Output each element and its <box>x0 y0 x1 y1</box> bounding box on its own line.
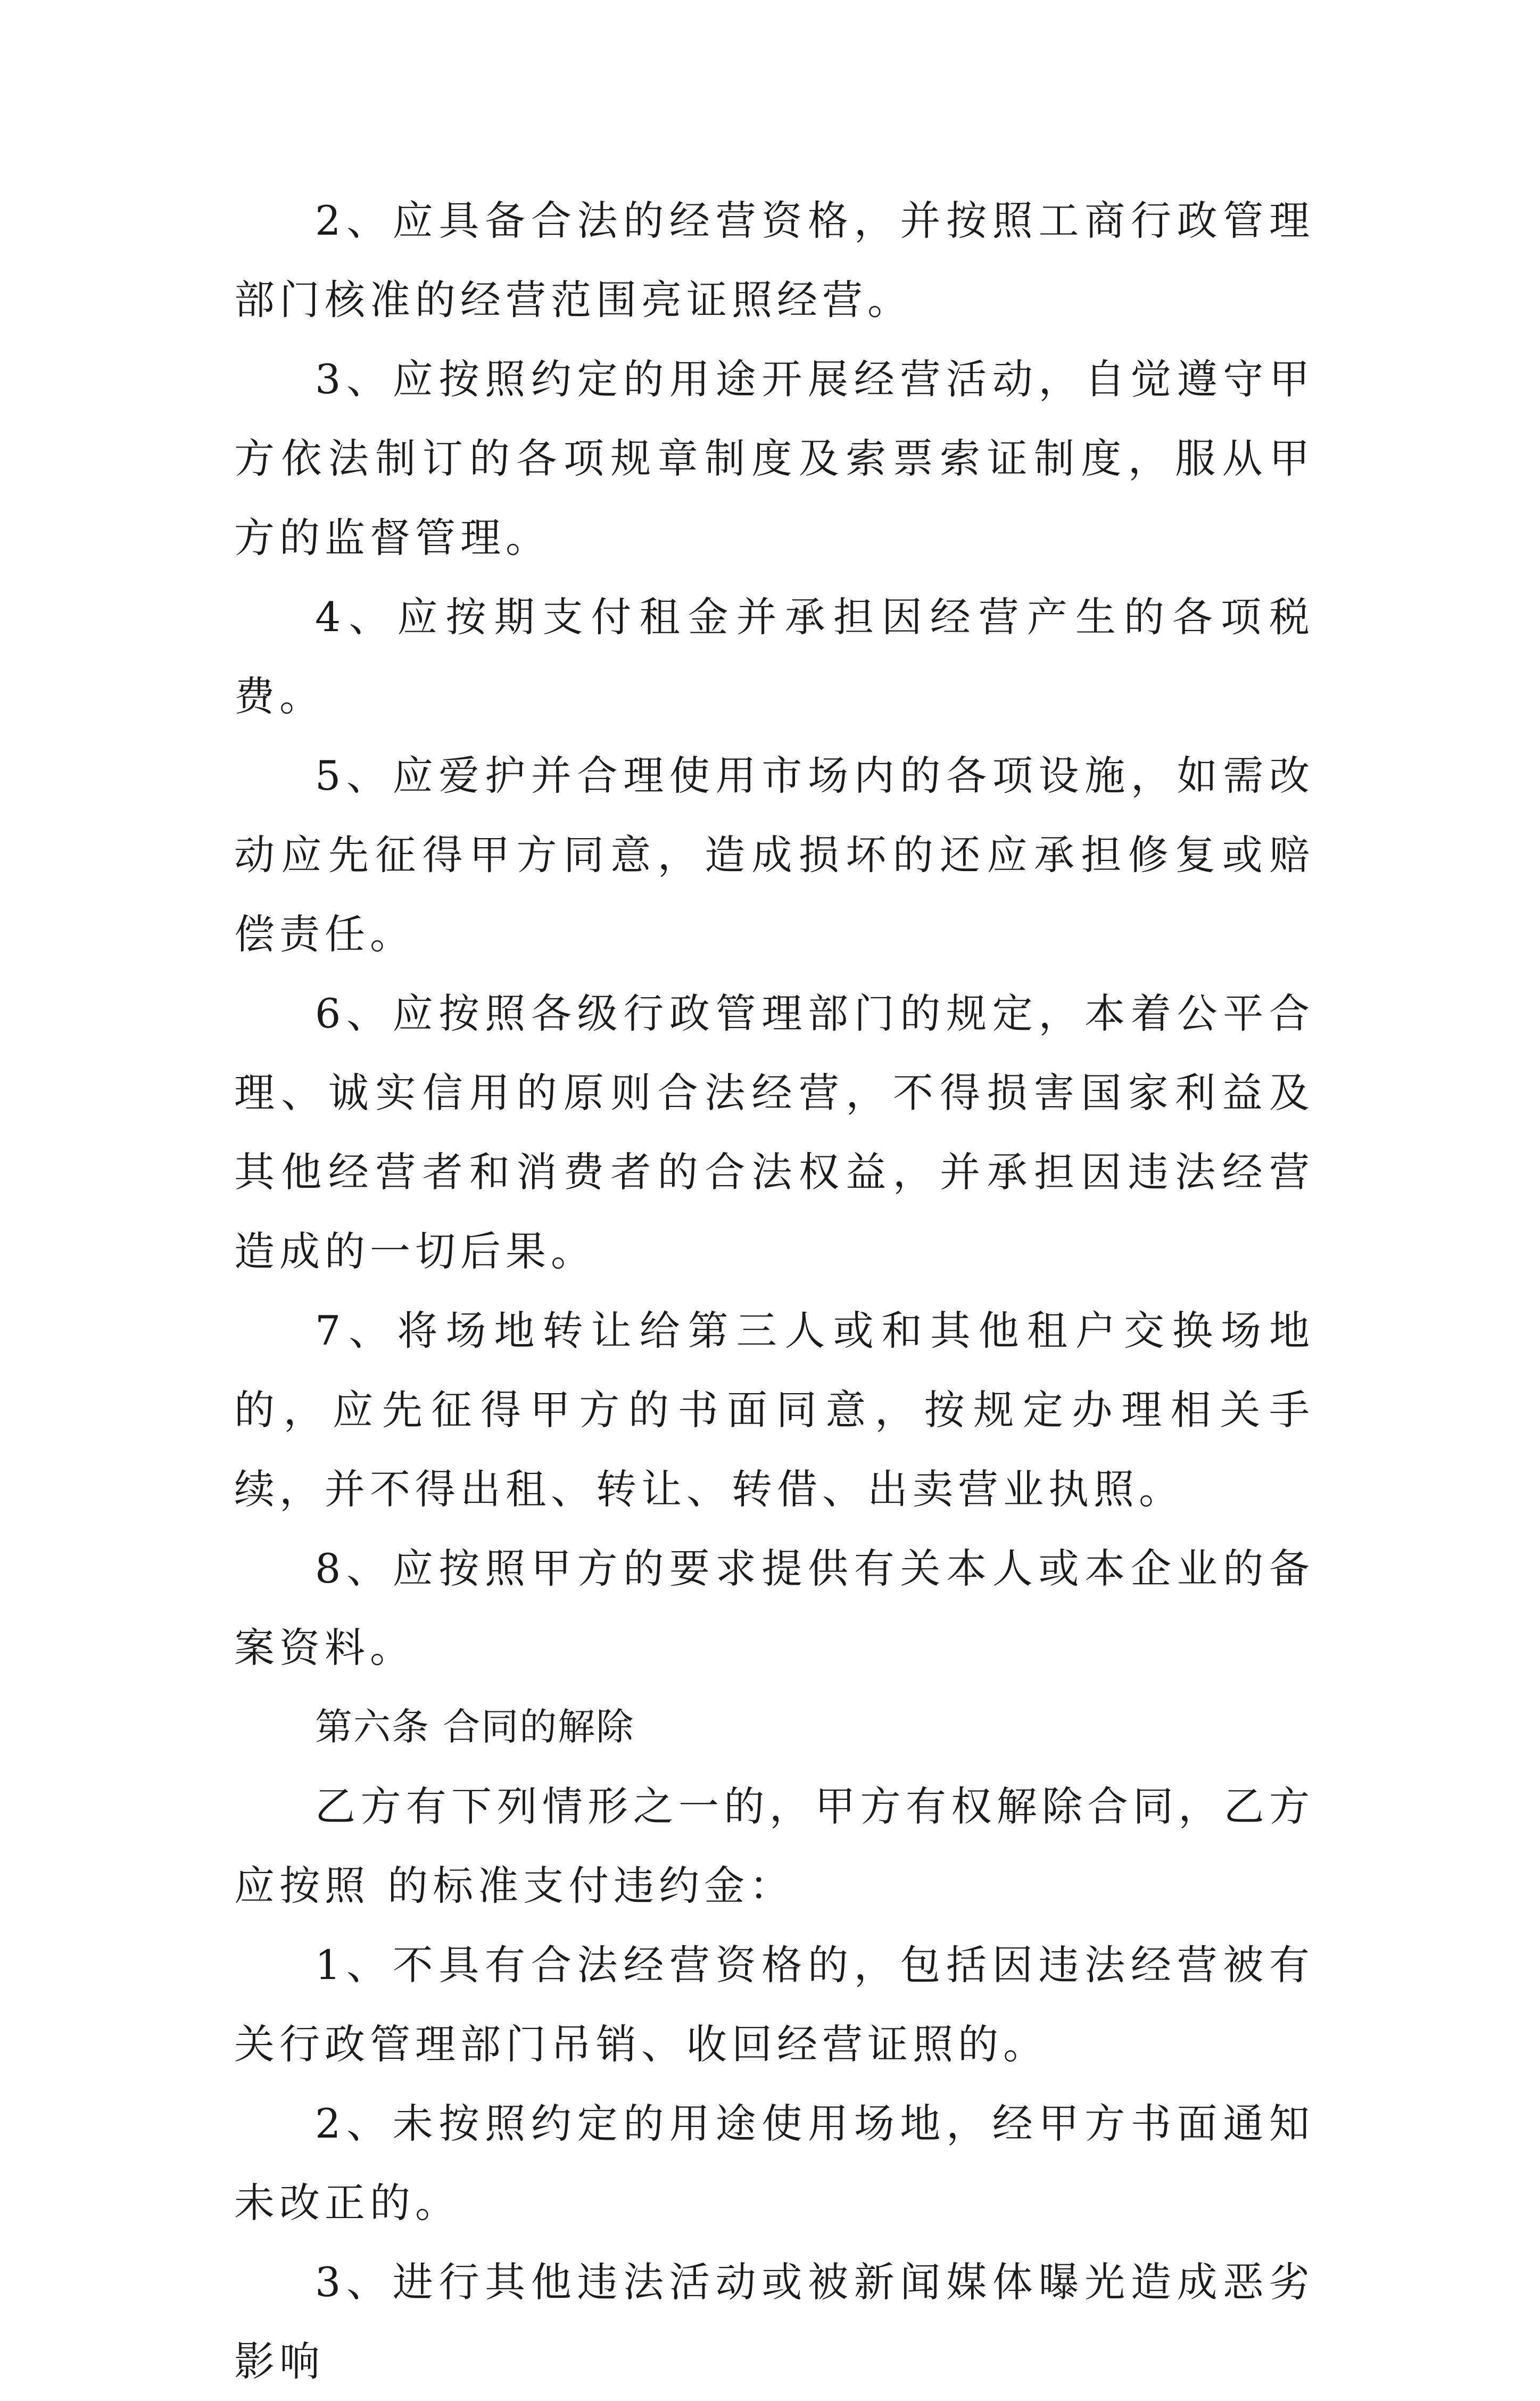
paragraph-item-8: 8、应按照甲方的要求提供有关本人或本企业的备案资料。 <box>234 1545 1314 1671</box>
paragraph-item-4: 4、应按期支付租金并承担因经营产生的各项税费。 <box>234 593 1314 720</box>
termination-item-3: 3、进行其他违法活动或被新闻媒体曝光造成恶劣影响 <box>234 2258 1314 2385</box>
termination-item-1: 1、不具有合法经营资格的，包括因违法经营被有关行政管理部门吊销、收回经营证照的。 <box>234 1941 1314 2068</box>
document-page <box>234 181 1314 2401</box>
paragraph-item-6: 6、应按照各级行政管理部门的规定，本着公平合理、诚实信用的原则合法经营，不得损害国家利益及其他经营者和消费者的合法权益，并承担因违法经营造成的一切后果。 <box>234 990 1314 1275</box>
paragraph-item-3: 3、应按照约定的用途开展经营活动，自觉遵守甲方依法制订的各项规章制度及索票索证制度，服从甲方的监督管理。 <box>234 355 1314 561</box>
paragraph-item-7: 7、将场地转让给第三人或和其他租户交换场地的，应先征得甲方的书面同意，按规定办理相关手续，并不得出租、转让、转借、出卖营业执照。 <box>234 1307 1314 1513</box>
termination-item-2: 2、未按照约定的用途使用场地，经甲方书面通知未改正的。 <box>234 2100 1314 2226</box>
termination-intro: 乙方有下列情形之一的，甲方有权解除合同，乙方应按照 的标准支付违约金： <box>234 1783 1314 1909</box>
paragraph-item-2: 2、应具备合法的经营资格，并按照工商行政管理部门核准的经营范围亮证照经营。 <box>234 197 1314 324</box>
section-heading-article-6: 第六条 合同的解除 <box>315 1705 635 1749</box>
paragraph-item-5: 5、应爱护并合理使用市场内的各项设施，如需改动应先征得甲方同意，造成损坏的还应承担修复或赔偿责任。 <box>234 752 1314 958</box>
